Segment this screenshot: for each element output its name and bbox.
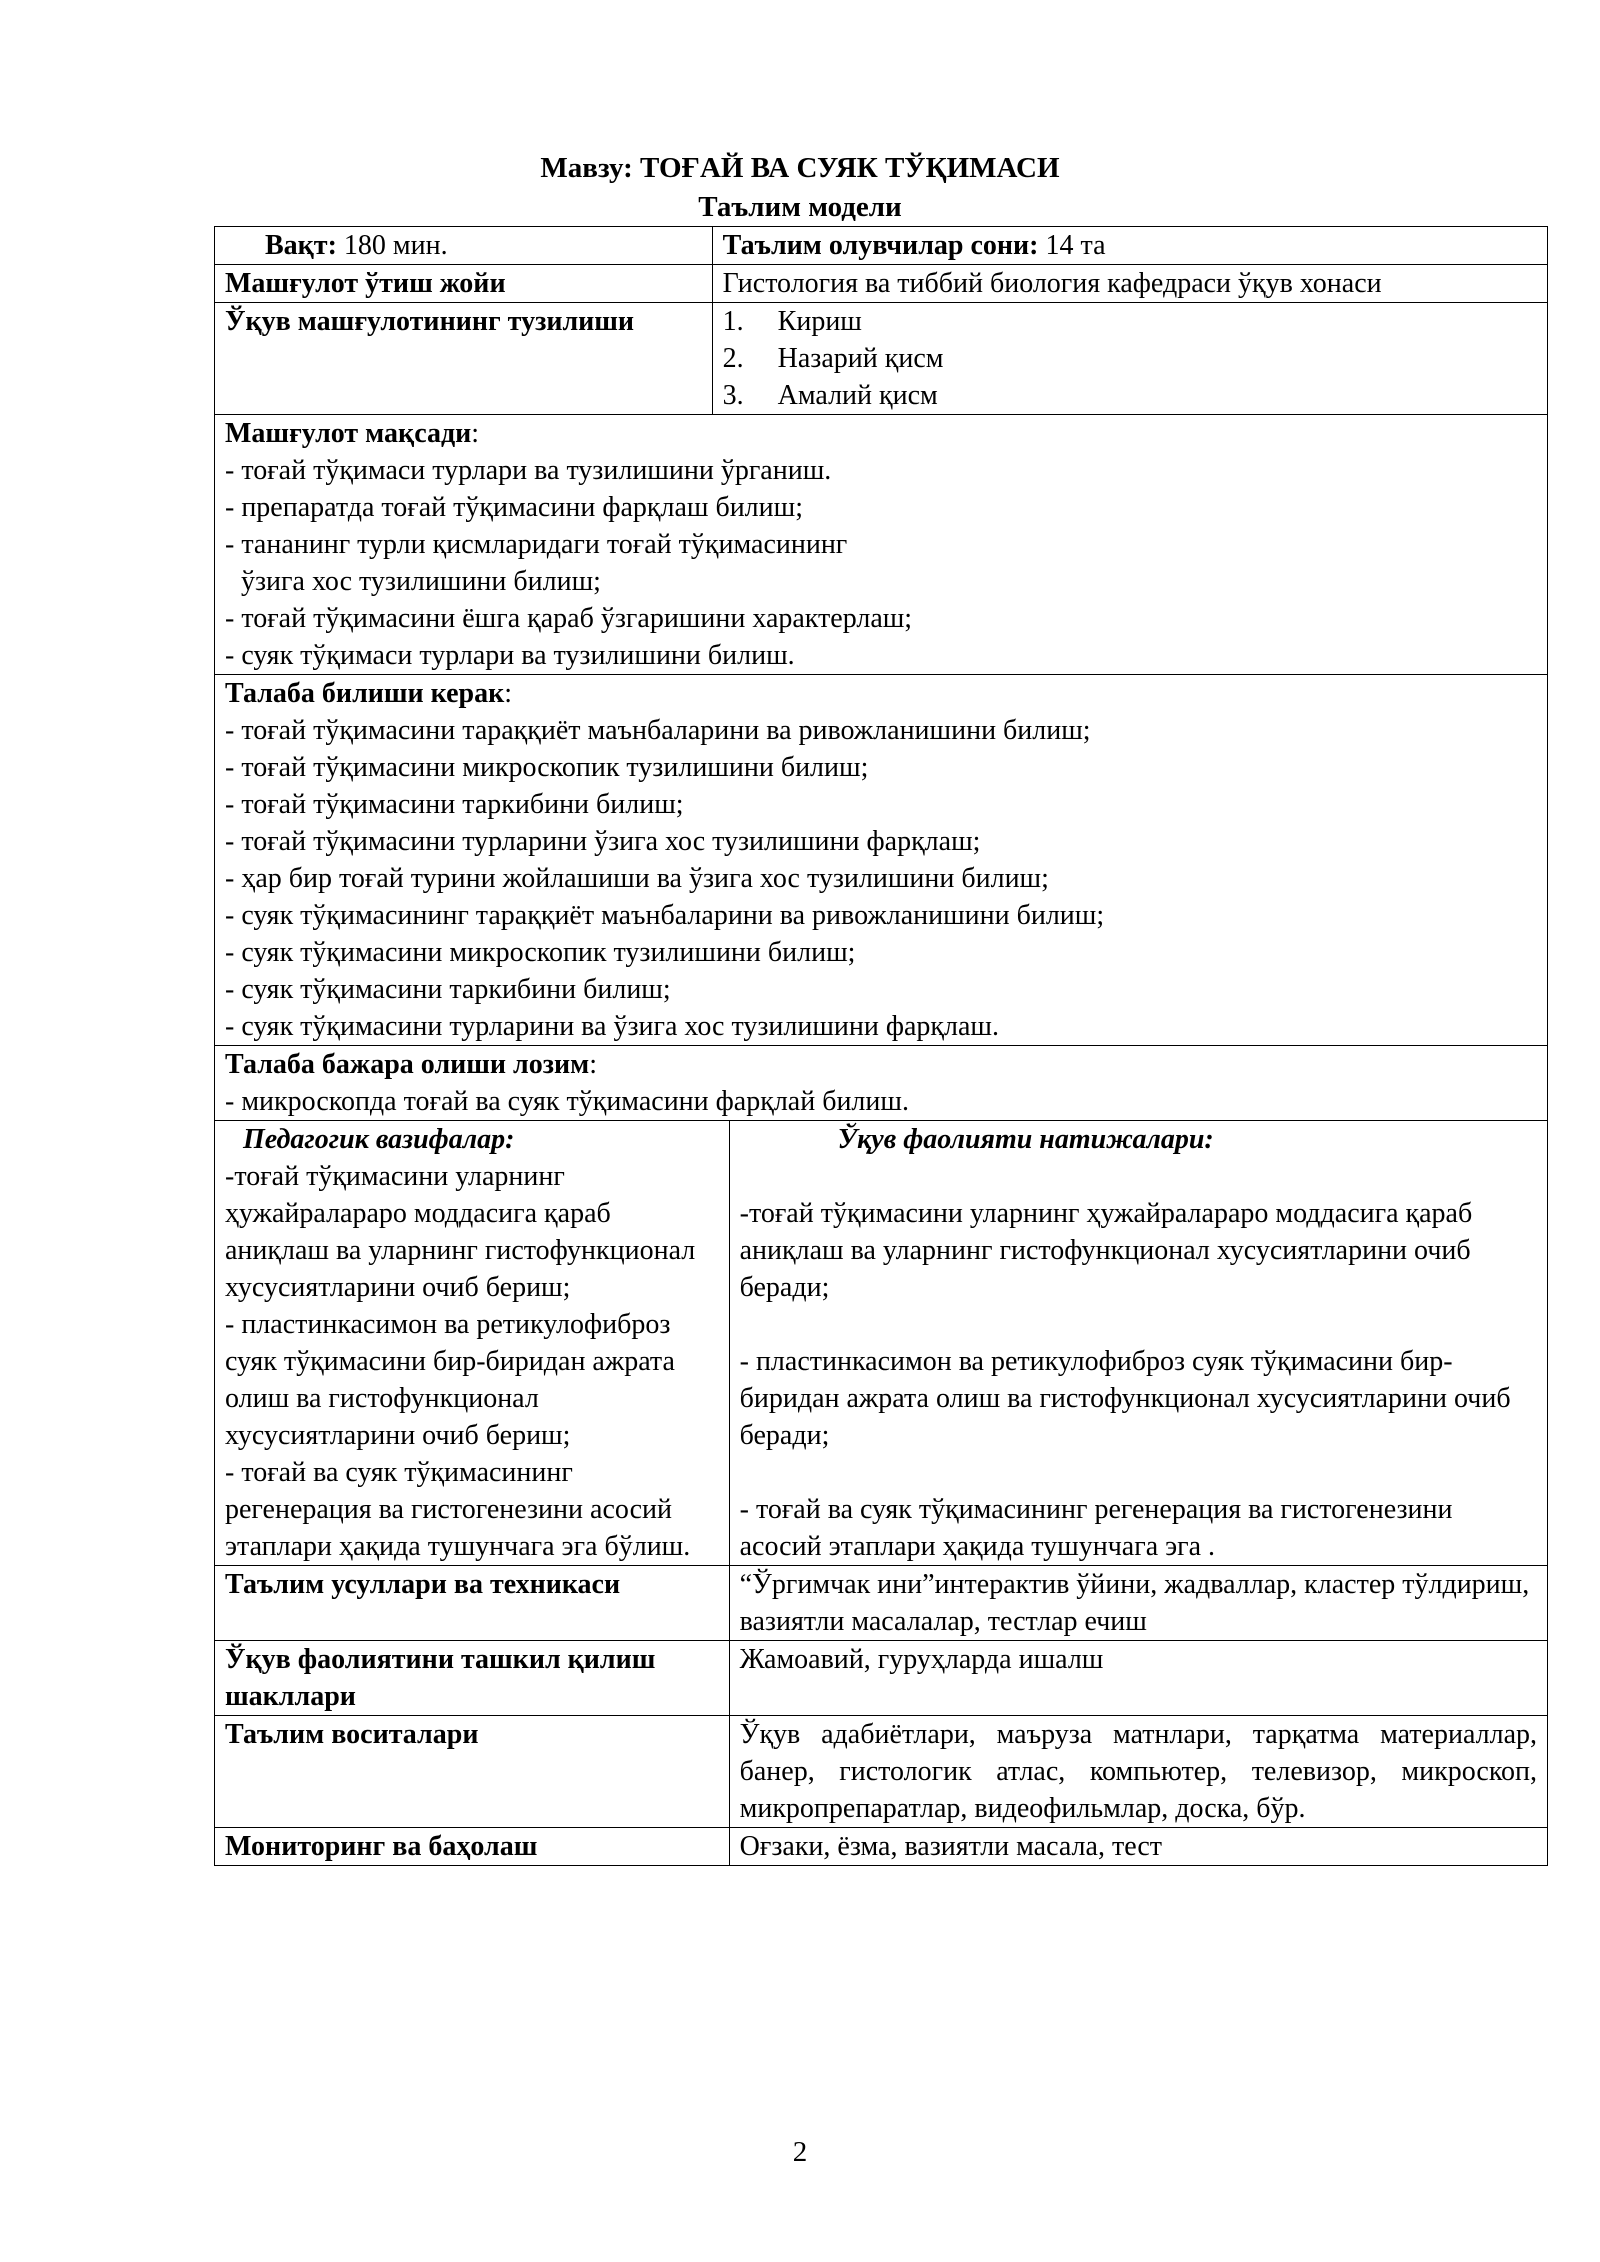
structure-item xyxy=(723,377,1537,414)
structure-item xyxy=(723,303,1537,340)
structure-item-text: Кириш xyxy=(777,306,862,337)
time-cell xyxy=(215,227,713,265)
pedagogical-task-item: -тоғай тўқимасини уларнинг ҳужайралараро моддасига қараб аниқлаш ва уларнинг гистофункционал хусусиятларини очиб бериш; xyxy=(225,1161,696,1303)
page-number: 2 xyxy=(792,2136,808,2168)
structure-item xyxy=(723,340,1537,377)
time-label: Вақт: xyxy=(265,230,337,261)
row-methods xyxy=(215,1566,1548,1641)
goal-item: - суяк тўқимаси турлари ва тузилишини билиш. xyxy=(225,640,795,671)
knowledge-item: - ҳар бир тоғай турини жойлашиши ва ўзига хос тузилишини билиш; xyxy=(225,863,1049,894)
structure-list xyxy=(723,303,1537,414)
students-label: Таълим олувчилар сони: xyxy=(722,230,1039,261)
row-structure xyxy=(215,303,1548,415)
monitoring-value: Оғзаки, ёзма, вазиятли масала, тест xyxy=(729,1828,1547,1866)
tools-value: Ўқув адабиётлари, маъруза матнлари, тарқатма материаллар, банер, гистологик атлас, компьютер, телевизор, микроскоп, микропрепаратлар, видеофильмлар, доска, бўр. xyxy=(729,1716,1547,1828)
knowledge-label: Талаба билиши керак xyxy=(225,678,505,709)
knowledge-item: - тоғай тўқимасини турларини ўзига хос тузилишини фарқлаш; xyxy=(225,826,981,857)
structure-cell xyxy=(712,303,1547,415)
methods-label: Таълим усуллари ва техникаси xyxy=(215,1566,730,1641)
structure-item-number: 1. xyxy=(722,306,744,337)
row-forms xyxy=(215,1641,1548,1716)
forms-label: Ўқув фаолиятини ташкил қилиш шакллари xyxy=(215,1641,730,1716)
abilities-cell: Талаба бажара олиши лозим: - микроскопда тоғай ва суяк тўқимасини фарқлай билиш. xyxy=(215,1046,1548,1121)
row-goals xyxy=(215,415,1548,675)
goal-item: - тоғай тўқимаси турлари ва тузилишини ўрганиш. xyxy=(225,455,832,486)
row-knowledge xyxy=(215,675,1548,1046)
methods-value: “Ўргимчак ини”интерактив ўйини, жадваллар, кластер тўлдириш, вазиятли масалалар, тестлар ечиш xyxy=(729,1566,1547,1641)
students-cell xyxy=(712,227,1547,265)
education-model-table xyxy=(214,226,1548,1866)
pedagogical-tasks-label: Педагогик вазифалар: xyxy=(243,1124,515,1155)
knowledge-item: - суяк тўқимасини турларини ва ўзига хос тузилишини фарқлаш. xyxy=(225,1011,999,1042)
ability-item: - микроскопда тоғай ва суяк тўқимасини фарқлай билиш. xyxy=(225,1086,909,1117)
goals-cell: Машғулот мақсади: - тоғай тўқимаси турлари ва тузилишини ўрганиш. - препаратда тоғай тўқимасини фарқлаш билиш; - тананинг турли қисмларидаги тоғай тўқимасининг ўзига хос тузилишини билиш; - тоғай тўқимасини ёшга қараб ўзгаришини характерлаш; - суяк тўқимаси турлари ва тузилишини билиш. xyxy=(215,415,1548,675)
forms-value: Жамоавий, гуруҳларда ишалш xyxy=(729,1641,1547,1716)
document-subtitle: Таълим модели xyxy=(698,191,902,223)
row-location xyxy=(215,265,1548,303)
location-value: Гистология ва тиббий биология кафедраси ўқув хонаси xyxy=(712,265,1547,303)
knowledge-item: - тоғай тўқимасини тараққиёт маънбаларини ва ривожланишини билиш; xyxy=(225,715,1091,746)
structure-item-text: Амалий қисм xyxy=(777,380,938,411)
location-label: Машғулот ўтиш жойи xyxy=(215,265,713,303)
monitoring-label: Мониторинг ва баҳолаш xyxy=(215,1828,730,1866)
learning-result-item: - тоғай ва суяк тўқимасининг регенерация ва гистогенезини асосий этаплари ҳақида тушунчага эга . xyxy=(739,1494,1453,1562)
row-time xyxy=(215,227,1548,265)
structure-label: Ўқув машғулотининг тузилиши xyxy=(215,303,713,415)
knowledge-cell: Талаба билиши керак: - тоғай тўқимасини тараққиёт маънбаларини ва ривожланишини билиш; - тоғай тўқимасини микроскопик тузилишини билиш; - тоғай тўқимасини таркибини билиш; - тоғай тўқимасини турларини ўзига хос тузилишини фарқлаш; - ҳар бир тоғай турини жойлашиши ва ўзига хос тузилишини билиш; - суяк тўқимасининг тараққиёт маънбаларини ва ривожланишини билиш; - суяк тўқимасини микроскопик тузилишини билиш; - суяк тўқимасини таркибини билиш; - суяк тўқимасини турларини ва ўзига хос тузилишини фарқлаш. xyxy=(215,675,1548,1046)
row-monitoring xyxy=(215,1828,1548,1866)
row-abilities xyxy=(215,1046,1548,1121)
time-value: 180 мин. xyxy=(343,230,448,261)
document-title: Мавзу: ТОҒАЙ ВА СУЯК ТЎҚИМАСИ xyxy=(540,152,1060,184)
goal-item: - тоғай тўқимасини ёшга қараб ўзгаришини характерлаш; xyxy=(225,603,913,634)
learning-result-item: -тоғай тўқимасини уларнинг ҳужайралараро моддасига қараб аниқлаш ва уларнинг гистофункционал хусусиятларини очиб беради; xyxy=(739,1198,1473,1303)
structure-item-number: 3. xyxy=(722,380,744,411)
abilities-label: Талаба бажара олиши лозим xyxy=(225,1049,590,1080)
pedagogical-tasks-cell xyxy=(215,1121,730,1566)
goals-label: Машғулот мақсади xyxy=(225,418,472,449)
learning-result-item: - пластинкасимон ва ретикулофиброз суяк тўқимасини бир-биридан ажрата олиш ва гистофункционал хусусиятларини очиб беради; xyxy=(739,1346,1511,1451)
row-tasks-results xyxy=(215,1121,1548,1566)
pedagogical-task-item: - тоғай ва суяк тўқимасининг регенерация ва гистогенезини асосий этаплари ҳақида тушунчага эга бўлиш. xyxy=(225,1457,691,1562)
structure-item-text: Назарий қисм xyxy=(777,343,944,374)
goal-item: - препаратда тоғай тўқимасини фарқлаш билиш; xyxy=(225,492,803,523)
knowledge-item: - суяк тўқимасини таркибини билиш; xyxy=(225,974,671,1005)
knowledge-item: - тоғай тўқимасини таркибини билиш; xyxy=(225,789,684,820)
learning-results-cell xyxy=(729,1121,1547,1566)
pedagogical-task-item: - пластинкасимон ва ретикулофиброз суяк тўқимасини бир-биридан ажрата олиш ва гистофункционал хусусиятларини очиб бериш; xyxy=(225,1309,675,1451)
learning-results-label: Ўқув фаолияти натижалари: xyxy=(837,1124,1214,1155)
students-value: 14 та xyxy=(1045,230,1106,261)
tools-label: Таълим воситалари xyxy=(215,1716,730,1828)
knowledge-item: - суяк тўқимасини микроскопик тузилишини билиш; xyxy=(225,937,856,968)
knowledge-item: - тоғай тўқимасини микроскопик тузилишини билиш; xyxy=(225,752,869,783)
knowledge-item: - суяк тўқимасининг тараққиёт маънбаларини ва ривожланишини билиш; xyxy=(225,900,1105,931)
goal-item: - тананинг турли қисмларидаги тоғай тўқимасининг xyxy=(225,529,848,560)
structure-item-number: 2. xyxy=(722,343,744,374)
goal-item: ўзига хос тузилишини билиш; xyxy=(241,566,601,597)
row-tools xyxy=(215,1716,1548,1828)
